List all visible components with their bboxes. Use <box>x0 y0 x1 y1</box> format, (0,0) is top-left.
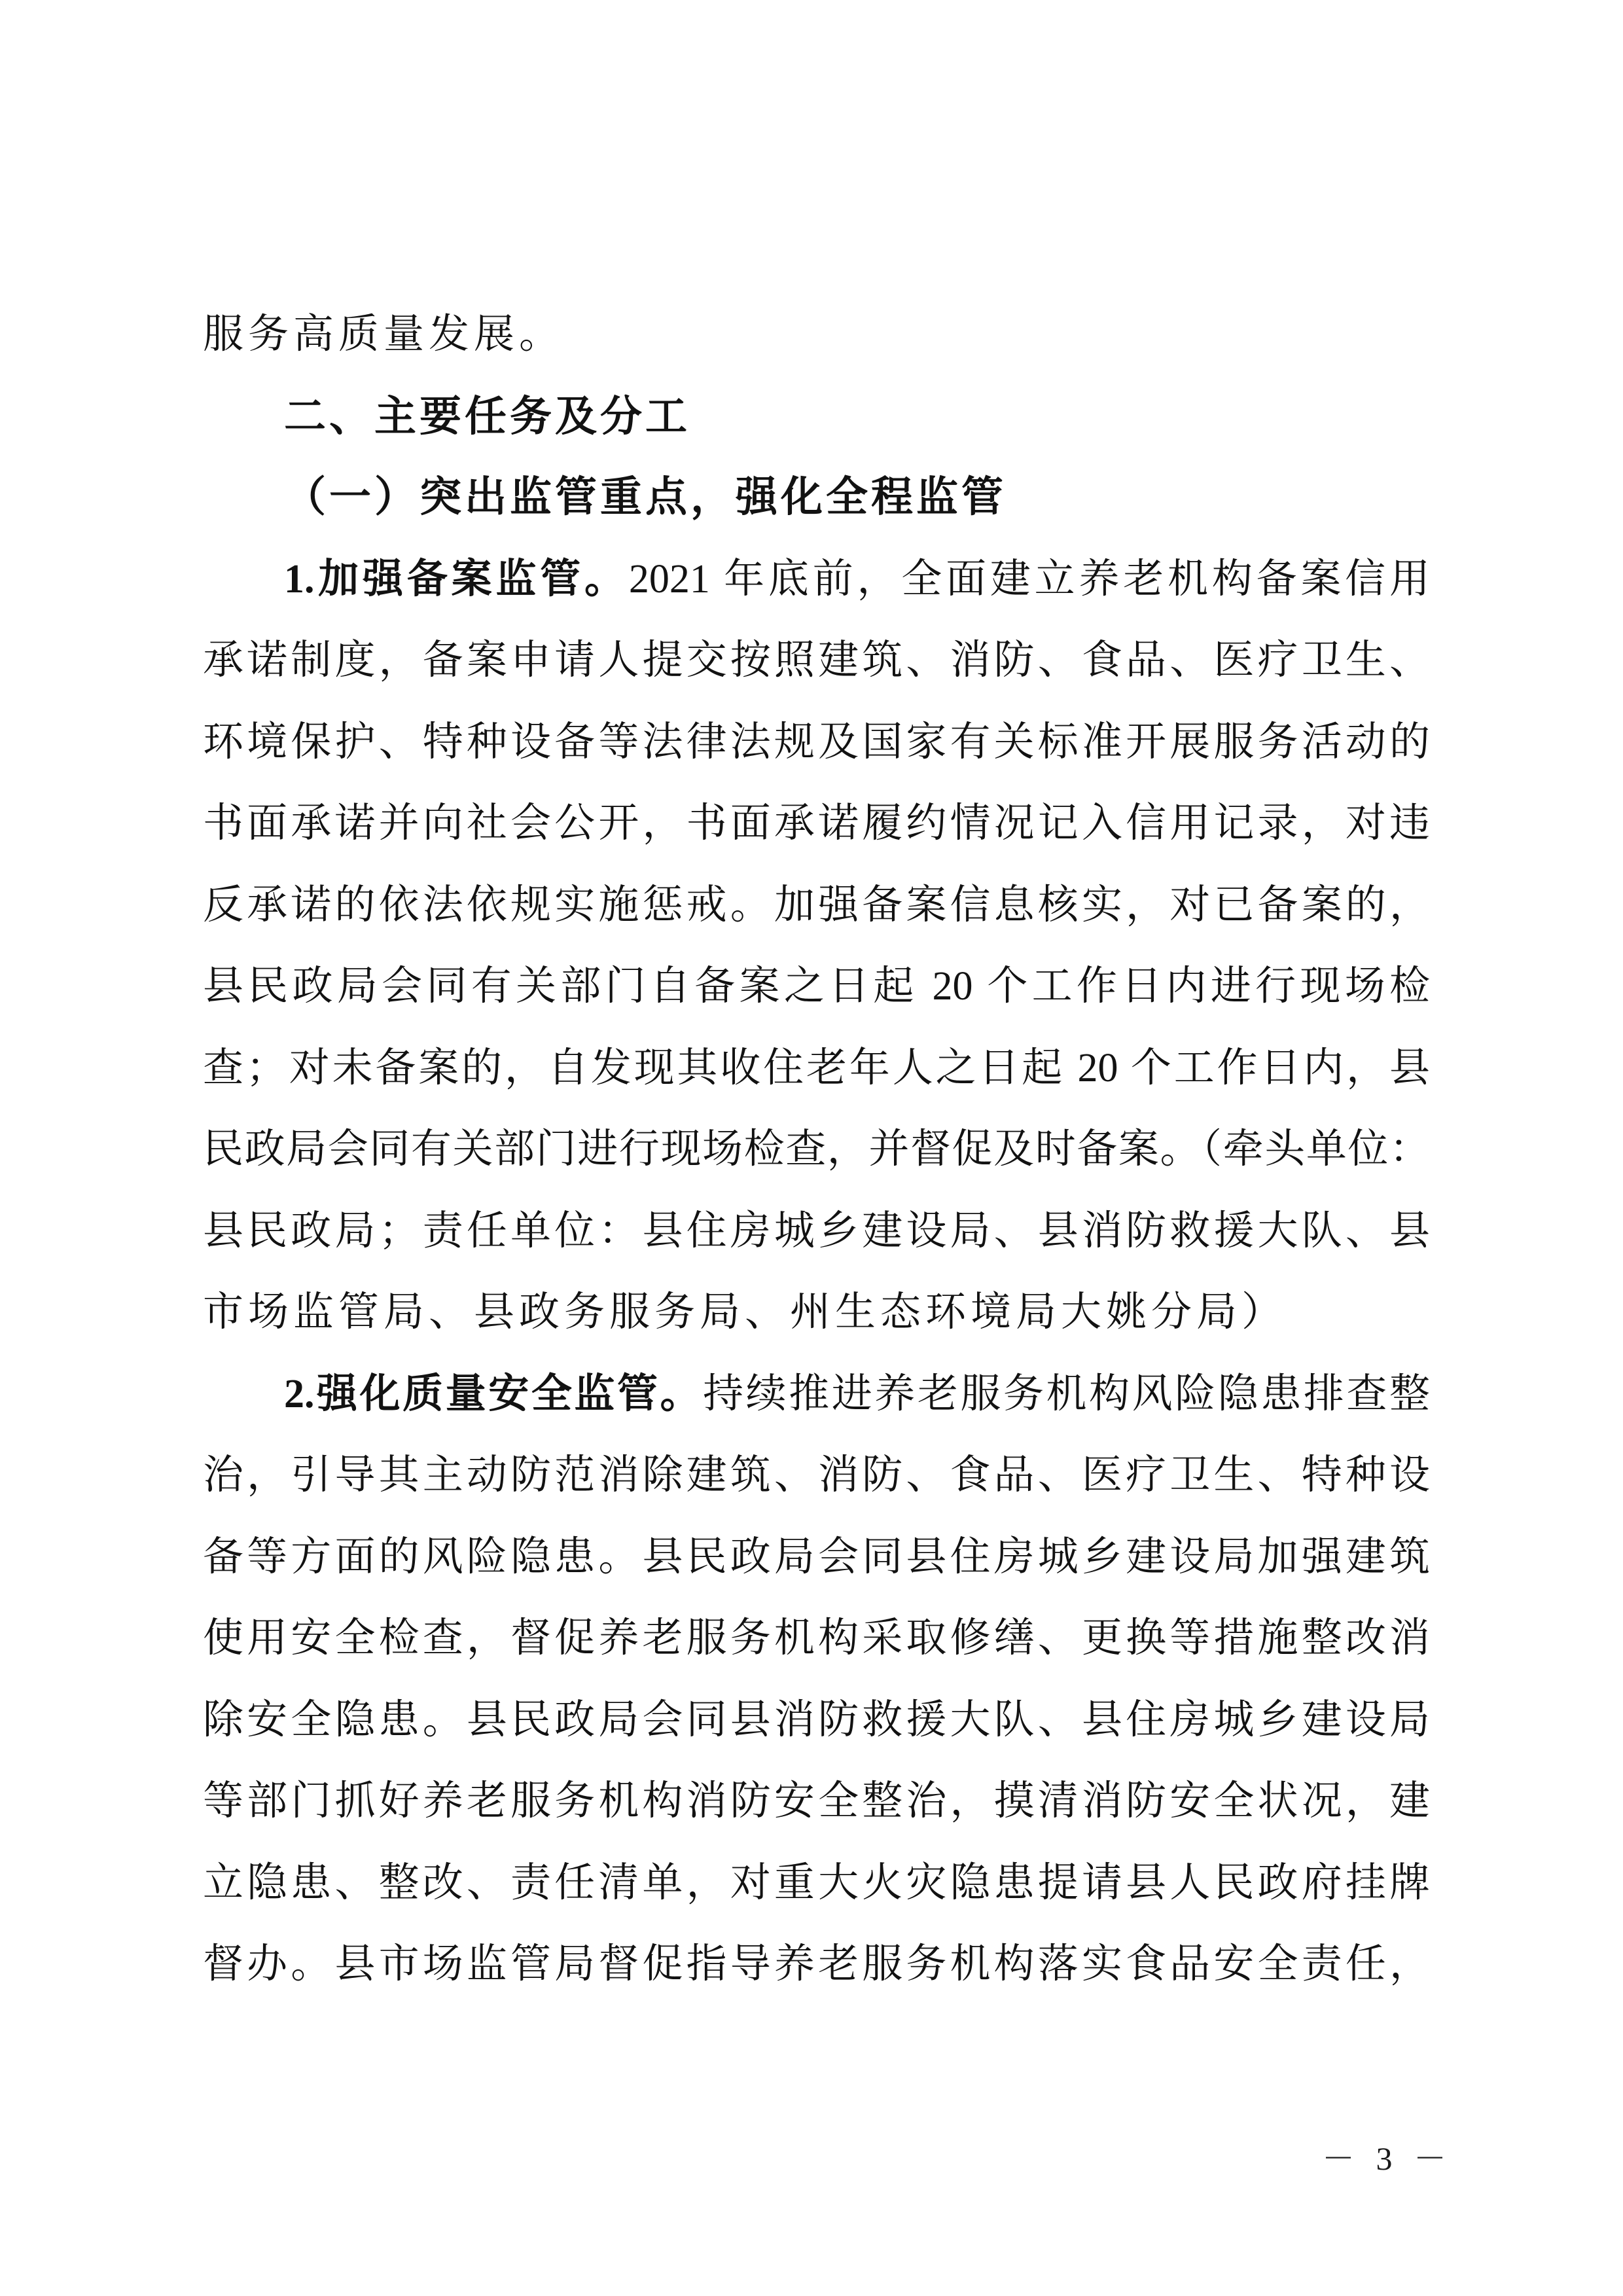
text-line <box>203 1109 1430 1191</box>
sub-heading <box>203 457 1430 539</box>
text-line <box>203 1598 1430 1679</box>
text-run: 备等方面的风险隐患。县民政局会同县住房城乡建设局加强建筑 <box>203 1534 1430 1579</box>
text-line <box>203 946 1430 1028</box>
text-run: 2021 年底前，全面建立养老机构备案信用 <box>628 556 1430 601</box>
bold-text-run: 1.加强备案监管。 <box>284 556 629 601</box>
bold-text-run: 2.强化质量安全监管。 <box>284 1371 704 1416</box>
text-line <box>203 1354 1430 1435</box>
text-line <box>203 865 1430 946</box>
text-run: 等部门抓好养老服务机构消防安全整治，摸清消防安全状况，建 <box>203 1779 1430 1823</box>
text-line <box>203 1516 1430 1598</box>
text-run: 民政局会同有关部门进行现场检查，并督促及时备案。（牵头单位： <box>203 1127 1430 1172</box>
text-line <box>203 1191 1430 1272</box>
text-line <box>203 1679 1430 1761</box>
text-run: 使用安全检查，督促养老服务机构采取修缮、更换等措施整改消 <box>203 1616 1430 1660</box>
text-run: 县民政局；责任单位：县住房城乡建设局、县消防救援大队、县 <box>203 1208 1430 1253</box>
text-run: 承诺制度，备案申请人提交按照建筑、消防、食品、医疗卫生、 <box>203 638 1430 683</box>
text-line <box>203 1435 1430 1516</box>
document-body <box>203 294 1430 2005</box>
text-line <box>203 620 1430 702</box>
bold-text-run: 二、主要任务及分工 <box>284 392 690 440</box>
text-run: 县民政局会同有关部门自备案之日起 20 个工作日内进行现场检 <box>203 964 1430 1009</box>
text-line <box>203 1842 1430 1924</box>
text-run: 治，引导其主动防范消除建筑、消防、食品、医疗卫生、特种设 <box>203 1453 1430 1498</box>
text-run: 服务高质量发展。 <box>203 312 565 357</box>
text-line <box>203 783 1430 865</box>
text-run: 书面承诺并向社会公开，书面承诺履约情况记入信用记录，对违 <box>203 801 1430 846</box>
text-run: 除安全隐患。县民政局会同县消防救援大队、县住房城乡建设局 <box>203 1697 1430 1742</box>
text-run: 持续推进养老服务机构风险隐患排查整 <box>703 1371 1430 1416</box>
text-line <box>203 702 1430 783</box>
text-line <box>203 1924 1430 2005</box>
text-line <box>203 1761 1430 1842</box>
text-line <box>203 539 1430 620</box>
bold-text-run: （一）突出监管重点，强化全程监管 <box>284 474 1007 520</box>
text-run: 立隐患、整改、责任清单，对重大火灾隐患提请县人民政府挂牌 <box>203 1860 1430 1905</box>
text-run: 查；对未备案的，自发现其收住老年人之日起 20 个工作日内，县 <box>203 1045 1430 1090</box>
text-run: 督办。县市场监管局督促指导养老服务机构落实食品安全责任， <box>203 1942 1430 1986</box>
text-run: 反承诺的依法依规实施惩戒。加强备案信息核实，对已备案的， <box>203 882 1430 927</box>
para-continuation-line <box>203 294 1430 376</box>
section-heading <box>203 376 1430 457</box>
text-line <box>203 1028 1430 1109</box>
para-final-line <box>203 1272 1430 1354</box>
text-run: 市场监管局、县政务服务局、州生态环境局大姚分局） <box>203 1290 1287 1335</box>
page-number: － 3 － <box>1322 2140 1453 2177</box>
text-run: 环境保护、特种设备等法律法规及国家有关标准开展服务活动的 <box>203 719 1430 764</box>
